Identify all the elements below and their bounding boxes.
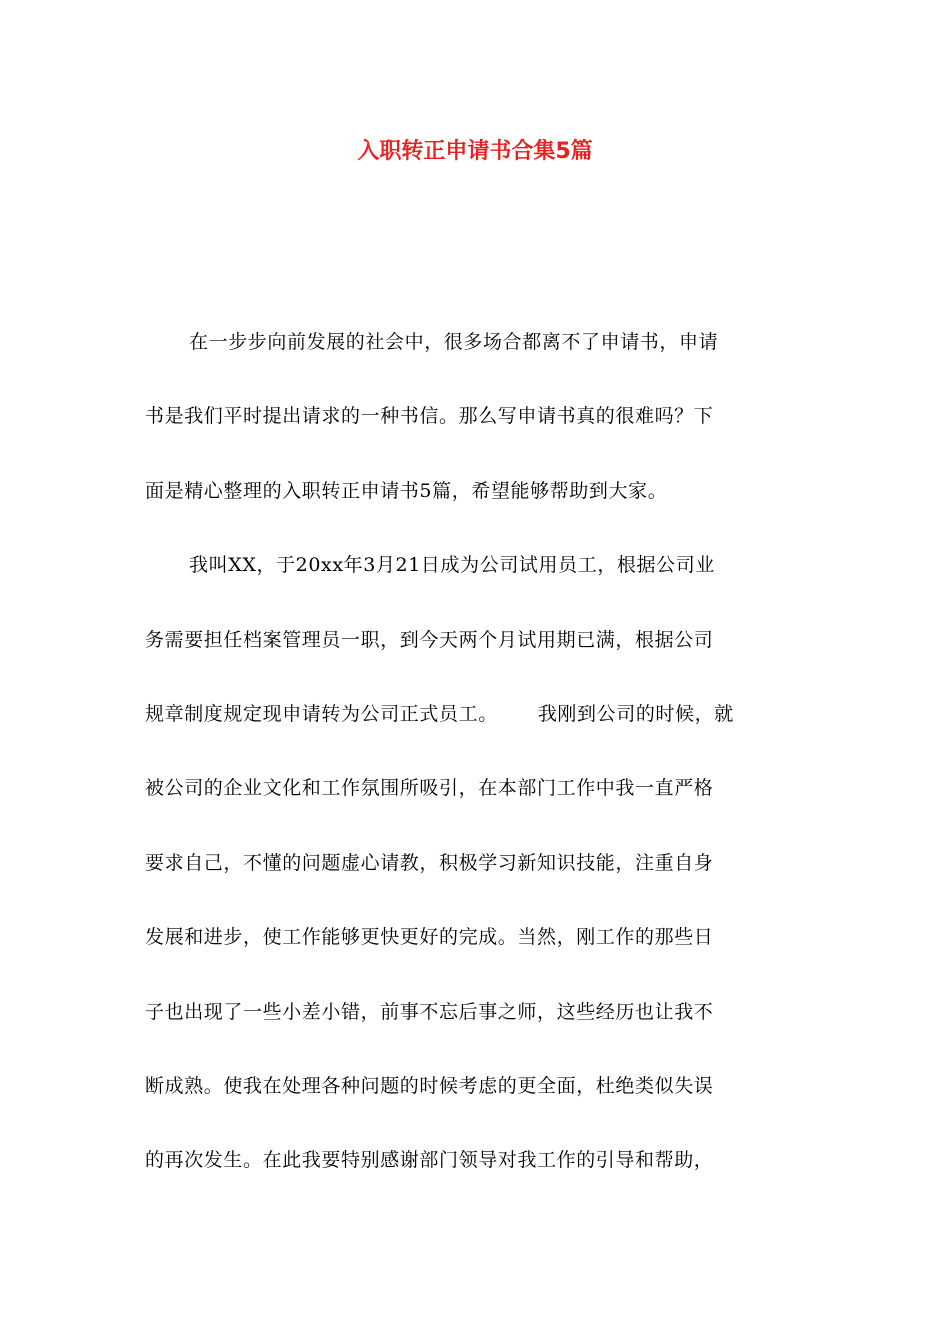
paragraph-line — [145, 692, 805, 766]
paragraph-line: 子也出现了一些小差小错，前事不忘后事之师，这些经历也让我不 — [145, 1000, 714, 1023]
paragraph-line-part: 我刚到公司的时候，就 — [537, 702, 734, 725]
paragraph-line: 的再次发生。在此我要特别感谢部门领导对我工作的引导和帮助， — [145, 1149, 714, 1172]
paragraph-line: 发展和进步，使工作能够更快更好的完成。当然，刚工作的那些日 — [145, 926, 714, 949]
paragraph-line: 务需要担任档案管理员一职，到今天两个月试用期已满，根据公司 — [145, 628, 714, 651]
paragraph-line: 我叫XX，于20xx年3月21日成为公司试用员工，根据公司业 — [189, 554, 715, 577]
paragraph-line-part: 规章制度规定现申请转为公司正式员工。 — [145, 702, 498, 725]
paragraph-line: 断成熟。使我在处理各种问题的时候考虑的更全面，杜绝类似失误 — [145, 1074, 714, 1097]
paragraph-line: 在一步步向前发展的社会中，很多场合都离不了申请书，申请 — [189, 331, 719, 353]
paragraph-line: 面是精心整理的入职转正申请书5篇，希望能够帮助到大家。 — [145, 479, 668, 502]
paragraph-line: 书是我们平时提出请求的一种书信。那么写申请书真的很难吗？下 — [145, 405, 714, 428]
document-body — [145, 320, 805, 1213]
paragraph-line: 要求自己，不懂的问题虚心请教，积极学习新知识技能，注重自身 — [145, 851, 714, 874]
document-title: 入职转正申请书合集5篇 — [357, 139, 593, 164]
paragraph-line: 被公司的企业文化和工作氛围所吸引，在本部门工作中我一直严格 — [145, 777, 714, 800]
